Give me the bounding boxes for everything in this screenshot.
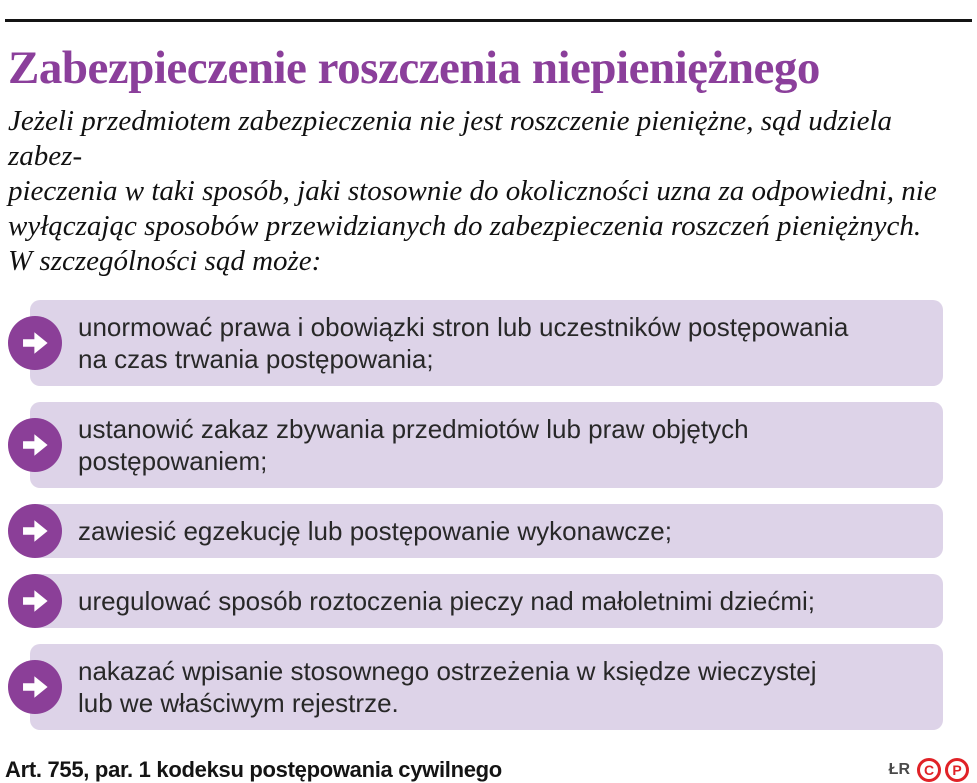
list-item-line: uregulować sposób roztoczenia pieczy nad małoletnimi dziećmi;	[78, 585, 816, 616]
arrow-right-icon	[8, 504, 62, 558]
list-item-text	[78, 515, 917, 547]
list-item	[30, 574, 943, 628]
list-item-line: nakazać wpisanie stosownego ostrzeżenia w księdze wieczystej	[78, 655, 817, 686]
footer	[5, 757, 969, 783]
intro-line: wyłączając sposobów przewidzianych do zabezpieczenia roszczeń pieniężnych.	[8, 209, 922, 242]
list-item-line: lub we właściwym rejestrze.	[78, 687, 399, 718]
list-item	[30, 504, 943, 558]
arrow-right-icon	[8, 660, 62, 714]
list-item-line: na czas trwania postępowania;	[78, 343, 434, 374]
legal-source-text: Art. 755, par. 1 kodeksu postępowania cywilnego	[5, 756, 502, 782]
list-item	[30, 644, 943, 730]
page-title: Zabezpieczenie roszczenia niepieniężnego	[8, 42, 820, 94]
published-rights-icon: P	[945, 758, 969, 782]
list-item	[30, 300, 943, 386]
list-item	[30, 402, 943, 488]
list-item-line: zawiesić egzekucję lub postępowanie wykonawcze;	[78, 515, 672, 546]
arrow-right-icon	[8, 418, 62, 472]
intro-line: Jeżeli przedmiotem zabezpieczenia nie jest roszczenie pieniężne, sąd udziela zabez-	[8, 104, 893, 172]
intro-paragraph	[8, 104, 969, 279]
list-item-text	[78, 585, 917, 617]
list-item-text	[78, 413, 917, 477]
author-initials: ŁR	[888, 760, 910, 778]
measures-list	[30, 300, 943, 730]
list-item-text	[78, 311, 917, 375]
copyright-icon: C	[917, 758, 941, 782]
intro-line: W szczególności sąd może:	[8, 244, 322, 277]
top-divider-rule	[5, 19, 972, 22]
list-item-text	[78, 655, 917, 719]
footer-credits	[889, 758, 969, 782]
list-item-line: ustanowić zakaz zbywania przedmiotów lub praw objętych	[78, 413, 749, 444]
list-item-line: postępowaniem;	[78, 445, 268, 476]
intro-line: pieczenia w taki sposób, jaki stosownie do okoliczności uzna za odpowiedni, nie	[8, 174, 937, 207]
arrow-right-icon	[8, 574, 62, 628]
arrow-right-icon	[8, 316, 62, 370]
list-item-line: unormować prawa i obowiązki stron lub uczestników postępowania	[78, 311, 849, 342]
